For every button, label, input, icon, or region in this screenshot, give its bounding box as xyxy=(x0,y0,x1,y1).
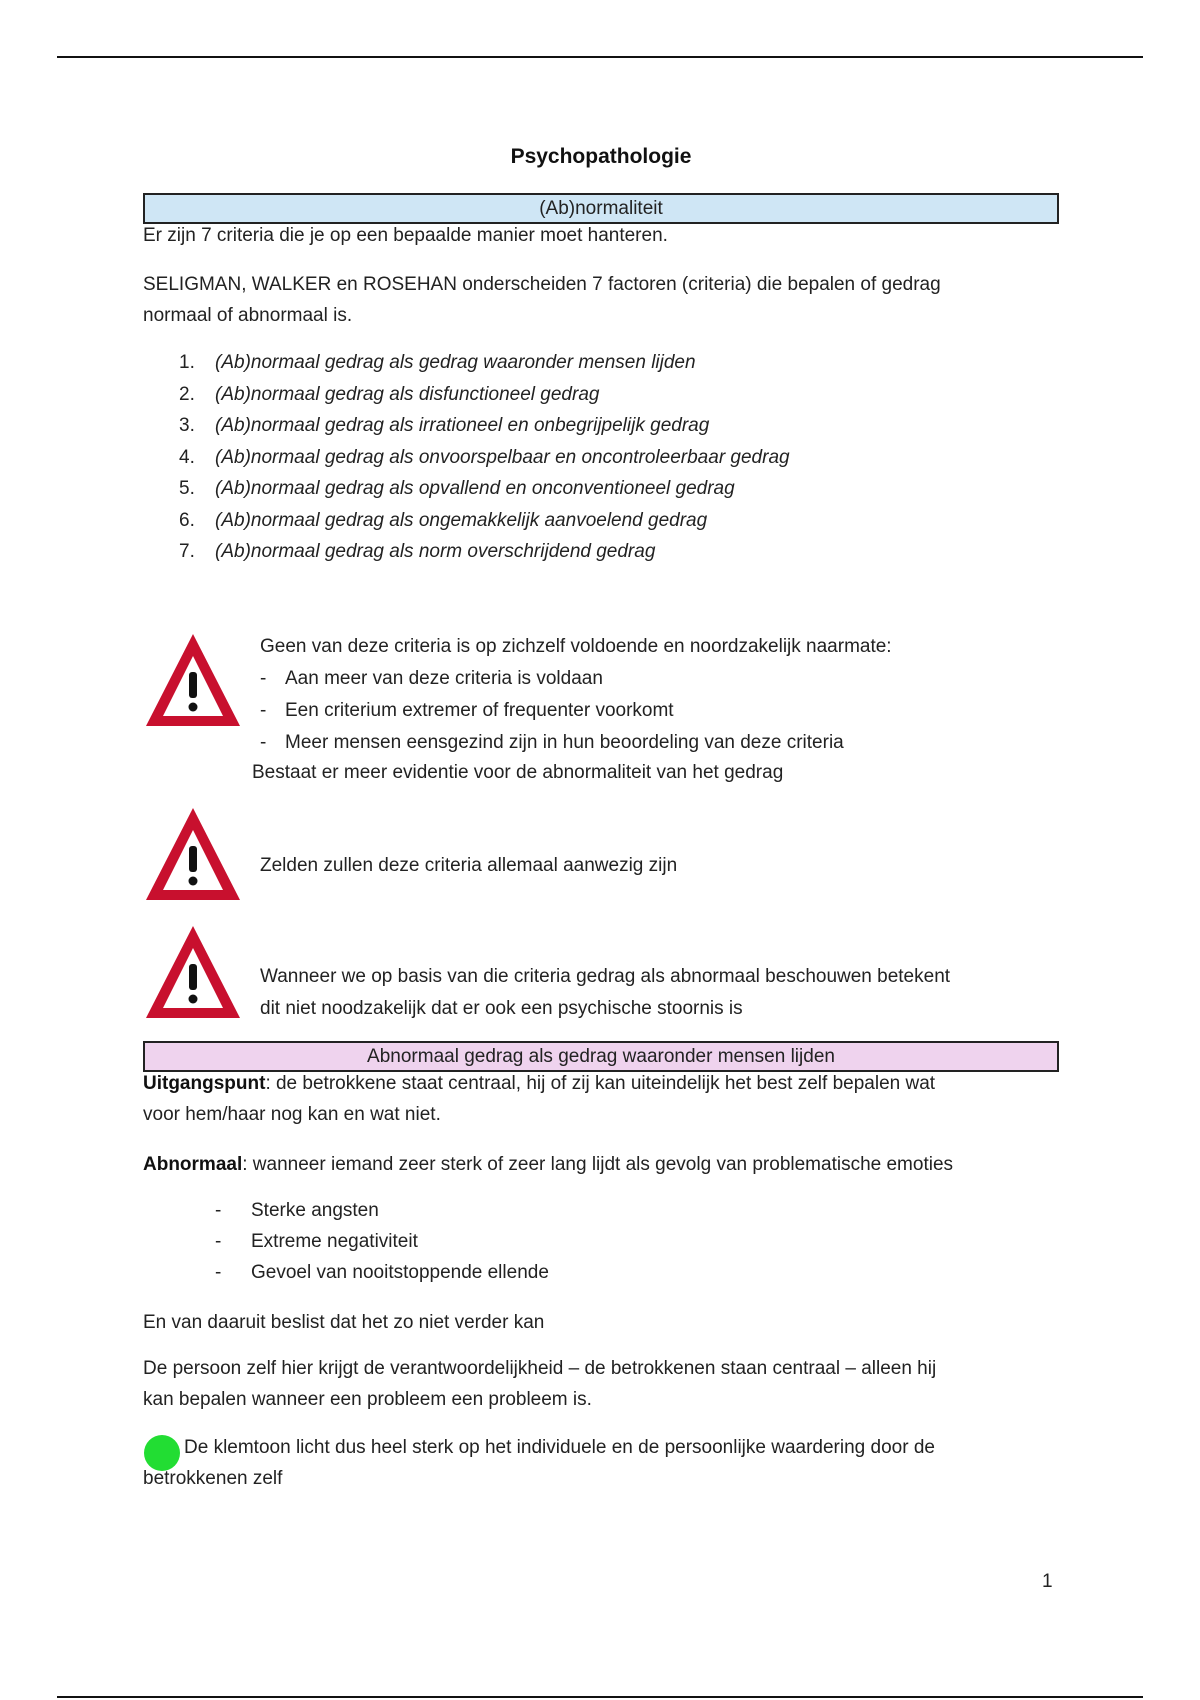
list-item: - Aan meer van deze criteria is voldaan xyxy=(260,668,603,689)
list-item: 2. (Ab)normaal gedrag als disfunctioneel gedrag xyxy=(179,383,600,405)
warning-2-text: Zelden zullen deze criteria allemaal aanwezig zijn xyxy=(260,855,678,876)
warning-triangle-icon xyxy=(143,630,243,730)
list-item: - Een criterium extremer of frequenter voorkomt xyxy=(260,700,674,721)
list-item: 5. (Ab)normaal gedrag als opvallend en onconventioneel gedrag xyxy=(179,478,735,499)
conclusion-text: En van daaruit beslist dat het zo niet verder kan xyxy=(143,1312,545,1333)
persoon-paragraph: De persoon zelf hier krijgt de verantwoordelijkheid – de betrokkenen staan centraal – alleen hij kan bepalen wanneer een probleem een probleem is. xyxy=(143,1358,937,1410)
intro-text: Er zijn 7 criteria die je op een bepaalde manier moet hanteren. xyxy=(143,225,668,246)
warning-triangle-icon xyxy=(143,804,243,904)
page-number: 1 xyxy=(1042,1571,1053,1592)
page-title: Psychopathologie xyxy=(510,145,692,168)
warning-1-text: Geen van deze criteria is op zichzelf voldoende en noordzakelijk naarmate: - Aan meer van deze criteria is voldaan - Een criterium extremer of frequenter voorkomt - Meer mensen eensgezind zijn in hun beoordeling van deze criteria xyxy=(260,631,892,759)
seligman-paragraph: SELIGMAN, WALKER en ROSEHAN onderscheiden 7 factoren (criteria) die bepalen of gedrag normaal of abnormaal is. xyxy=(143,274,941,326)
list-item: 3. (Ab)normaal gedrag als irrationeel en onbegrijpelijk gedrag xyxy=(179,415,710,436)
warning-triangle-icon xyxy=(143,922,243,1022)
list-item: - Meer mensen eensgezind zijn in hun beoordeling van deze criteria xyxy=(260,732,844,753)
section-heading-lijden: Abnormaal gedrag als gedrag waaronder mensen lijden xyxy=(143,1041,1059,1072)
criteria-list xyxy=(179,347,790,568)
uitgangspunt-paragraph: Uitgangspunt: de betrokkene staat centraal, hij of zij kan uiteindelijk het best zelf bepalen wat voor hem/haar nog kan en wat niet. xyxy=(143,1073,936,1125)
list-item: 6. (Ab)normaal gedrag als ongemakkelijk aanvoelend gedrag xyxy=(179,509,708,531)
list-item: - Extreme negativiteit xyxy=(215,1231,418,1252)
lijden-bullet-list xyxy=(215,1195,549,1288)
list-item: 1. (Ab)normaal gedrag als gedrag waaronder mensen lijden xyxy=(179,352,696,373)
warning-3-text: Wanneer we op basis van die criteria gedrag als abnormaal beschouwen betekent dit niet noodzakelijk dat er ook een psychische stoornis is xyxy=(260,966,951,1019)
section-heading-abnormaliteit: (Ab)normaliteit xyxy=(143,193,1059,224)
list-item: - Sterke angsten xyxy=(215,1200,379,1221)
top-rule xyxy=(57,56,1143,58)
abnormaal-paragraph: Abnormaal: wanneer iemand zeer sterk of zeer lang lijdt als gevolg van problematische emoties xyxy=(143,1154,954,1175)
warning-1-conclusion: Bestaat er meer evidentie voor de abnormaliteit van het gedrag xyxy=(252,762,784,783)
bottom-rule xyxy=(57,1696,1143,1698)
list-item: 7. (Ab)normaal gedrag als norm overschrijdend gedrag xyxy=(179,541,656,562)
list-item: 4. (Ab)normaal gedrag als onvoorspelbaar en oncontroleerbaar gedrag xyxy=(179,446,790,468)
klemtoon-paragraph: De klemtoon licht dus heel sterk op het individuele en de persoonlijke waardering door de betrokkenen zelf xyxy=(143,1437,935,1489)
list-item: - Gevoel van nooitstoppende ellende xyxy=(215,1262,549,1283)
